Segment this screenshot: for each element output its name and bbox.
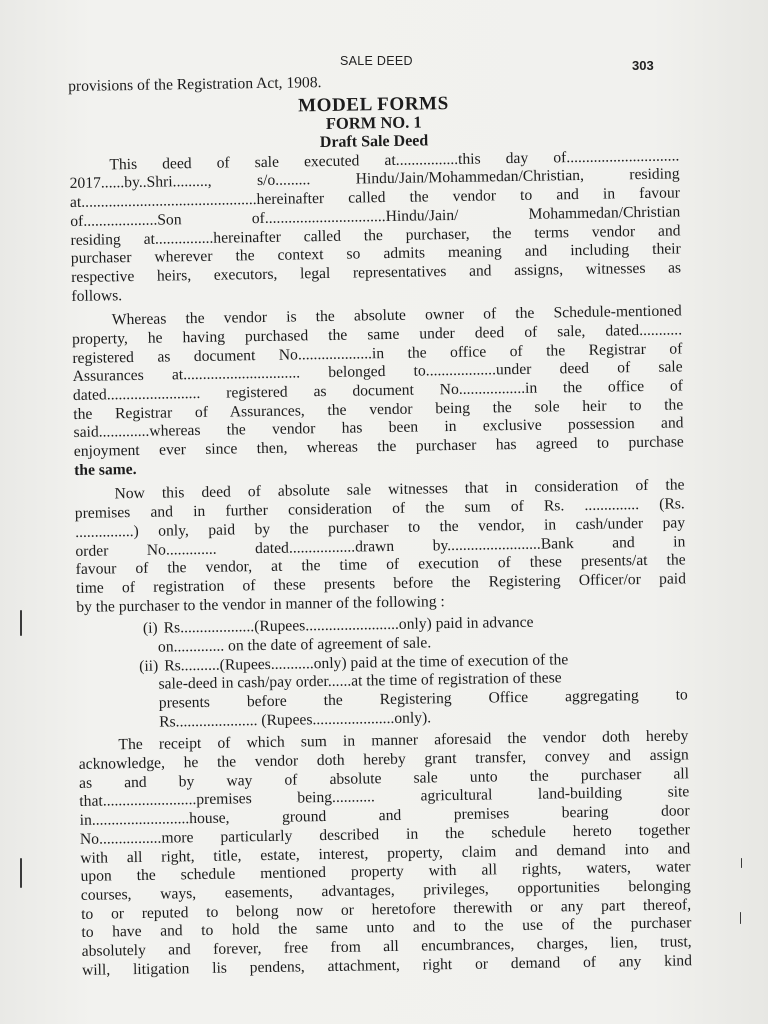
text-line: that........................premises being........... agricultural land-building site: [79, 783, 690, 811]
text-line: with all right, title, estate, interest, property, claim and demand into and: [80, 839, 691, 867]
page-body: [68, 68, 692, 980]
text-line: Whereas the vendor is the absolute owner of the Schedule-mentioned: [111, 302, 682, 329]
running-head: SALE DEED: [340, 54, 413, 68]
text-line: dated........................ registered as document No.................in the office of: [72, 377, 684, 404]
margin-mark: [20, 858, 22, 888]
payment-list: [77, 612, 689, 734]
text-line: as and by way of absolute sale unto the purchaser all: [78, 765, 690, 792]
text-line: by the purchaser to the vendor in manner of the following :: [76, 592, 445, 616]
page-number: 303: [632, 58, 654, 73]
text-line: sale-deed in cash/pay order......at the time of registration of these: [158, 669, 562, 693]
text-line: at.............................................hereinafter called the vendor to and in favour: [69, 184, 681, 212]
text-line: premises and in further consideration of the sum of Rs. .............. (Rs.: [74, 495, 685, 523]
text-line: order No............. dated.................drawn by........................Bank and in: [75, 532, 686, 560]
text-line: courses, ways, easements, advantages, privileges, opportunities belonging: [80, 877, 691, 904]
text-line: ...............) only, paid by the purchaser to the vendor, in cash/under pay: [75, 514, 686, 541]
page-title: MODEL FORMS: [297, 92, 449, 117]
text-line: This deed of sale executed at................this day of.............................: [109, 147, 680, 174]
text-line: Now this deed of absolute sale witnesses that in consideration of the: [114, 476, 685, 503]
text-line: the same.: [74, 460, 137, 479]
text-line: time of registration of these presents before the Registering Officer/or paid: [75, 570, 687, 597]
list-item-label: (ii): [139, 657, 159, 675]
text-line: said.............whereas the vendor has been in exclusive possession and: [73, 414, 684, 442]
margin-mark: [741, 858, 742, 868]
text-line: Rs..................... (Rupees.....................only).: [158, 709, 432, 731]
text-line: absolutely and forever, free from all encumbrances, charges, lien, trust,: [81, 933, 692, 960]
list-item-label: (i): [142, 619, 158, 638]
text-line: 2017......by..Shri........., s/o......... Hindu/Jain/Mohammedan/Christian, residing: [69, 165, 680, 193]
text-line: presents before the Registering Office aggregating to: [158, 686, 688, 712]
text-line: residing at...............hereinafter called the purchaser, the terms vendor and: [70, 221, 681, 249]
form-number: FORM NO. 1: [325, 112, 422, 134]
text-line: Rs...................(Rupees........................only) paid in advance: [163, 614, 534, 637]
text-line: favour of the vendor, at the time of execution of these presents/at the: [75, 551, 686, 579]
text-line: will, litigation lis pendens, attachment, right or demand of any kind: [81, 951, 693, 979]
text-line: on............. on the date of agreement of sale.: [157, 634, 432, 656]
text-line: Assurances at.............................. belonged to..................under deed of sale: [72, 358, 683, 386]
text-line: property, he having purchased the same under deed of sale, dated...........: [71, 321, 683, 348]
paragraph-whereas: [72, 303, 685, 481]
intro-line: provisions of the Registration Act, 1908.: [68, 74, 322, 95]
text-line: No................more particularly described in the schedule hereto together: [79, 821, 691, 848]
text-line: upon the schedule mentioned property with all rights, waters, water: [80, 858, 691, 886]
paragraph-consideration: [74, 477, 686, 617]
text-line: to have and to hold the same unto and to the use of the purchaser: [81, 914, 692, 942]
text-line: purchaser wherever the context so admits meaning and including their: [70, 240, 681, 268]
margin-mark: [20, 610, 22, 636]
text-line: Rs..........(Rupees...........only) paid at the time of execution of the: [164, 650, 569, 675]
text-line: follows.: [71, 286, 123, 305]
text-line: registered as document No...................in the office of the Registrar of: [72, 340, 683, 367]
text-line: acknowledge, he the vendor doth hereby grant transfer, convey and assign: [78, 746, 689, 773]
margin-mark: [740, 912, 741, 924]
text-line: respective heirs, executors, legal representatives and assigns, witnesses as: [70, 259, 682, 286]
text-line: of...................Son of...............................Hindu/Jain/ Mohammedan/Christian: [70, 203, 681, 230]
text-line: enjoyment ever since then, whereas the purchaser has agreed to purchase: [73, 433, 684, 461]
paragraph-conveyance: [78, 728, 692, 980]
text-line: the Registrar of Assurances, the vendor being the sole heir to the: [73, 396, 684, 423]
text-line: in.........................house, ground and premises bearing door: [79, 802, 690, 830]
form-subtitle: Draft Sale Deed: [319, 132, 429, 152]
text-line: The receipt of which sum in manner aforesaid the vendor doth hereby: [118, 727, 689, 754]
text-line: to or reputed to belong now or heretofore therewith or any part thereof,: [80, 895, 692, 923]
paragraph-parties: [69, 147, 681, 306]
